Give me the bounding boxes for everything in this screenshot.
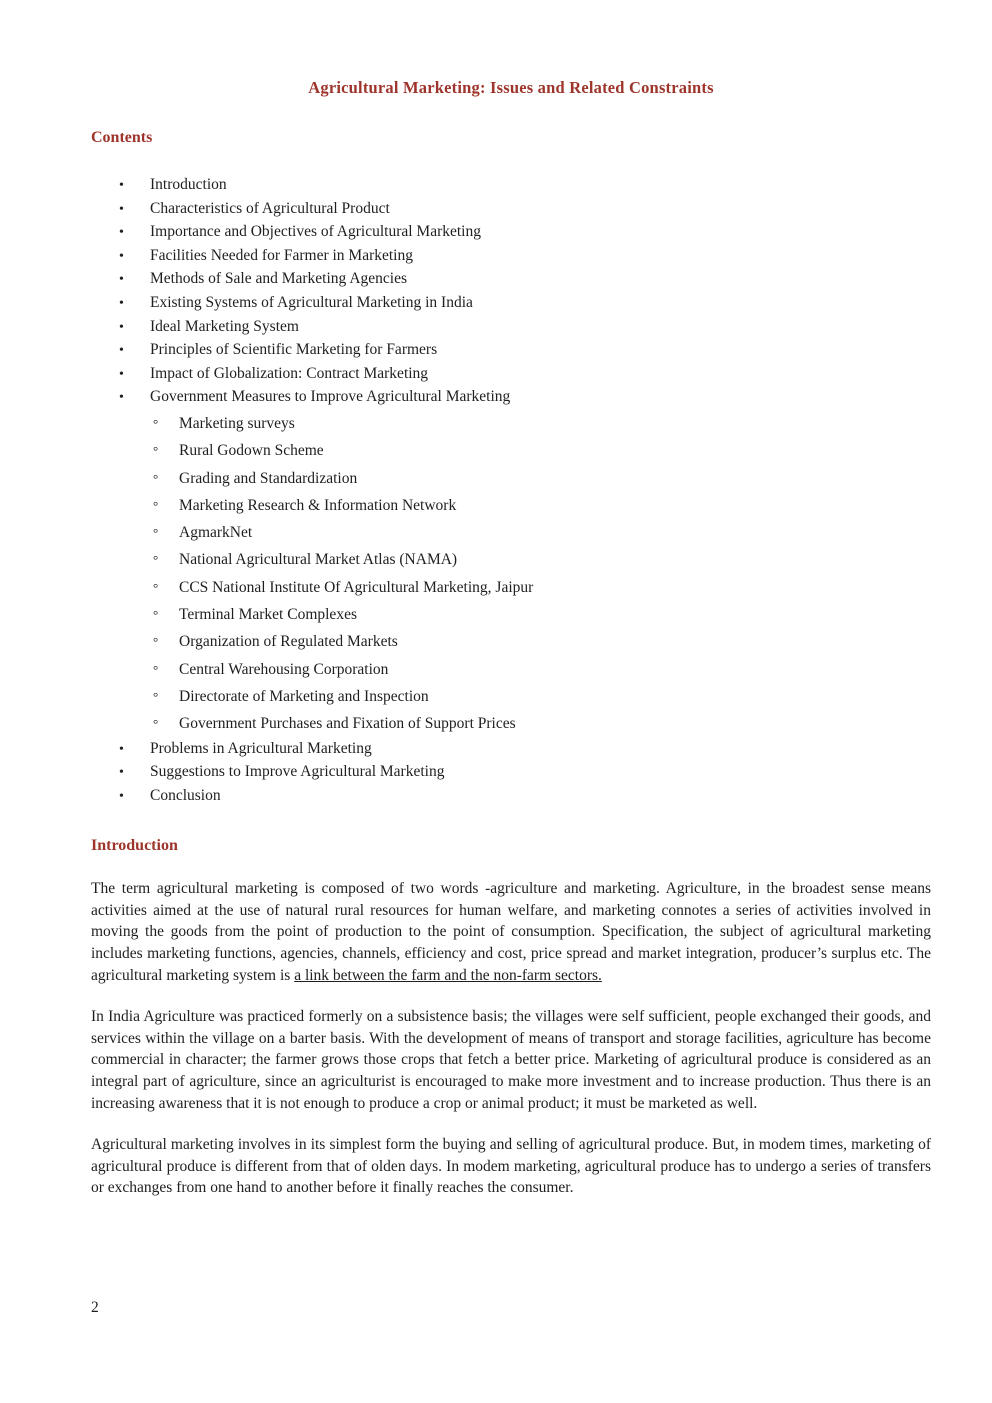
intro-paragraph-1 — [91, 878, 931, 986]
table-of-contents — [91, 174, 931, 808]
bullet-icon: • — [119, 390, 124, 406]
toc-subitem-label: National Agricultural Market Atlas (NAMA) — [179, 551, 458, 569]
bullet-icon: • — [119, 741, 124, 757]
intro-paragraph-1-text: The term agricultural marketing is composed of two words -agriculture and marketing. Agriculture, in the broadest sense means activities aimed at the use of natural rural resources for human welfare, and marketing connotes a series of activities involved in moving the goods from the point of production to the point of consumption. Specification, the subject of agricultural marketing includes marketing functions, agencies, channels, efficiency and cost, price spread and market integration, producer’s surplus etc. The agricultural marketing system is — [91, 880, 931, 984]
introduction-heading: Introduction — [91, 837, 178, 855]
intro-paragraph-3: Agricultural marketing involves in its simplest form the buying and selling of agricultural produce. But, in modem times, marketing of agricultural produce is different from that of olden days. In modem marketing, agricultural produce has to undergo a series of transfers or exchanges from one hand to another before it finally reaches the consumer. — [91, 1136, 931, 1197]
toc-item-label: Impact of Globalization: Contract Marketing — [150, 364, 429, 382]
toc-subitem-label: Central Warehousing Corporation — [179, 660, 389, 678]
toc-item-label: Introduction — [150, 176, 227, 193]
toc-item-label: Characteristics of Agricultural Product — [150, 199, 390, 217]
toc-subitem-label: AgmarkNet — [179, 524, 253, 542]
bullet-icon: ° — [153, 634, 159, 650]
toc-item-label: Government Measures to Improve Agricultural Marketing — [150, 388, 511, 406]
toc-item — [91, 292, 931, 316]
toc-item — [91, 738, 931, 762]
bullet-icon: • — [119, 225, 124, 241]
bullet-icon: ° — [153, 688, 159, 704]
toc-item-label: Ideal Marketing System — [150, 317, 299, 335]
toc-subitem-label: Government Purchases and Fixation of Support Prices — [179, 715, 516, 733]
contents-heading: Contents — [91, 129, 153, 146]
toc-subitem — [91, 628, 931, 655]
bullet-icon: ° — [153, 525, 159, 541]
toc-item — [91, 761, 931, 785]
bullet-icon: • — [119, 366, 124, 382]
bullet-icon: ° — [153, 552, 159, 568]
toc-subitem — [91, 683, 931, 710]
toc-subitem — [91, 410, 931, 437]
toc-subitem — [91, 656, 931, 683]
toc-item — [91, 363, 931, 387]
toc-item — [91, 785, 931, 809]
toc-item — [91, 339, 931, 363]
bullet-icon: • — [119, 295, 124, 311]
bullet-icon: • — [119, 765, 124, 781]
toc-subitem — [91, 437, 931, 464]
toc-subitem — [91, 492, 931, 519]
bullet-icon: ° — [153, 443, 159, 459]
toc-item-label: Problems in Agricultural Marketing — [150, 739, 372, 757]
bullet-icon: • — [119, 788, 124, 804]
toc-subitem-label: CCS National Institute Of Agricultural Marketing, Jaipur — [179, 578, 534, 596]
toc-subitem-label: Marketing Research & Information Network — [179, 496, 457, 514]
bullet-icon: ° — [153, 497, 159, 513]
toc-item — [91, 174, 931, 198]
toc-item — [91, 386, 931, 410]
toc-subitem — [91, 710, 931, 737]
page-number: 2 — [91, 1299, 99, 1316]
bullet-icon: • — [119, 248, 124, 264]
toc-item-label: Facilities Needed for Farmer in Marketing — [150, 246, 413, 264]
bullet-icon: ° — [153, 716, 159, 732]
toc-subitem-label: Organization of Regulated Markets — [179, 633, 398, 651]
toc-item — [91, 316, 931, 340]
toc-item-label: Methods of Sale and Marketing Agencies — [150, 270, 407, 288]
bullet-icon: ° — [153, 607, 159, 623]
toc-subitem — [91, 574, 931, 601]
bullet-icon: • — [119, 319, 124, 335]
bullet-icon: ° — [153, 661, 159, 677]
toc-subitem — [91, 465, 931, 492]
bullet-icon: • — [119, 272, 124, 288]
toc-subitem-label: Marketing surveys — [179, 414, 295, 432]
toc-item — [91, 221, 931, 245]
bullet-icon: ° — [153, 470, 159, 486]
toc-subitem — [91, 519, 931, 546]
toc-item — [91, 268, 931, 292]
toc-item-label: Suggestions to Improve Agricultural Marketing — [150, 763, 445, 781]
bullet-icon: • — [119, 178, 124, 193]
toc-subitem-label: Grading and Standardization — [179, 469, 358, 487]
toc-item-label: Existing Systems of Agricultural Marketing in India — [150, 293, 473, 311]
toc-item-label: Importance and Objectives of Agricultural Marketing — [150, 223, 481, 241]
bullet-icon: • — [119, 201, 124, 217]
toc-subitem-label: Terminal Market Complexes — [179, 606, 357, 624]
toc-item-label: Principles of Scientific Marketing for Farmers — [150, 341, 438, 359]
toc-subitem-label: Rural Godown Scheme — [179, 442, 324, 460]
toc-item — [91, 245, 931, 269]
bullet-icon: ° — [153, 415, 159, 431]
toc-item-label: Conclusion — [150, 786, 221, 804]
intro-paragraph-1-underlined-phrase: a link between the farm and the non-farm sectors. — [294, 966, 602, 984]
document-title: Agricultural Marketing: Issues and Related Constraints — [308, 78, 714, 97]
bullet-icon: ° — [153, 579, 159, 595]
toc-subitem-label: Directorate of Marketing and Inspection — [179, 687, 429, 705]
toc-item — [91, 198, 931, 222]
bullet-icon: • — [119, 343, 124, 359]
toc-subitem — [91, 546, 931, 573]
toc-subitem — [91, 601, 931, 628]
intro-paragraph-2: In India Agriculture was practiced formerly on a subsistence basis; the villages were self sufficient, people exchanged their goods, and services within the village on a barter basis. With the development of means of transport and storage facilities, agriculture has become commercial in character; the farmer grows those crops that fetch a better price. Marketing of agricultural produce is considered as an integral part of agriculture, since an agriculturist is encouraged to make more investment and to increase production. Thus there is an increasing awareness that it is not enough to produce a crop or animal product; it must be marketed as well. — [91, 1008, 931, 1112]
